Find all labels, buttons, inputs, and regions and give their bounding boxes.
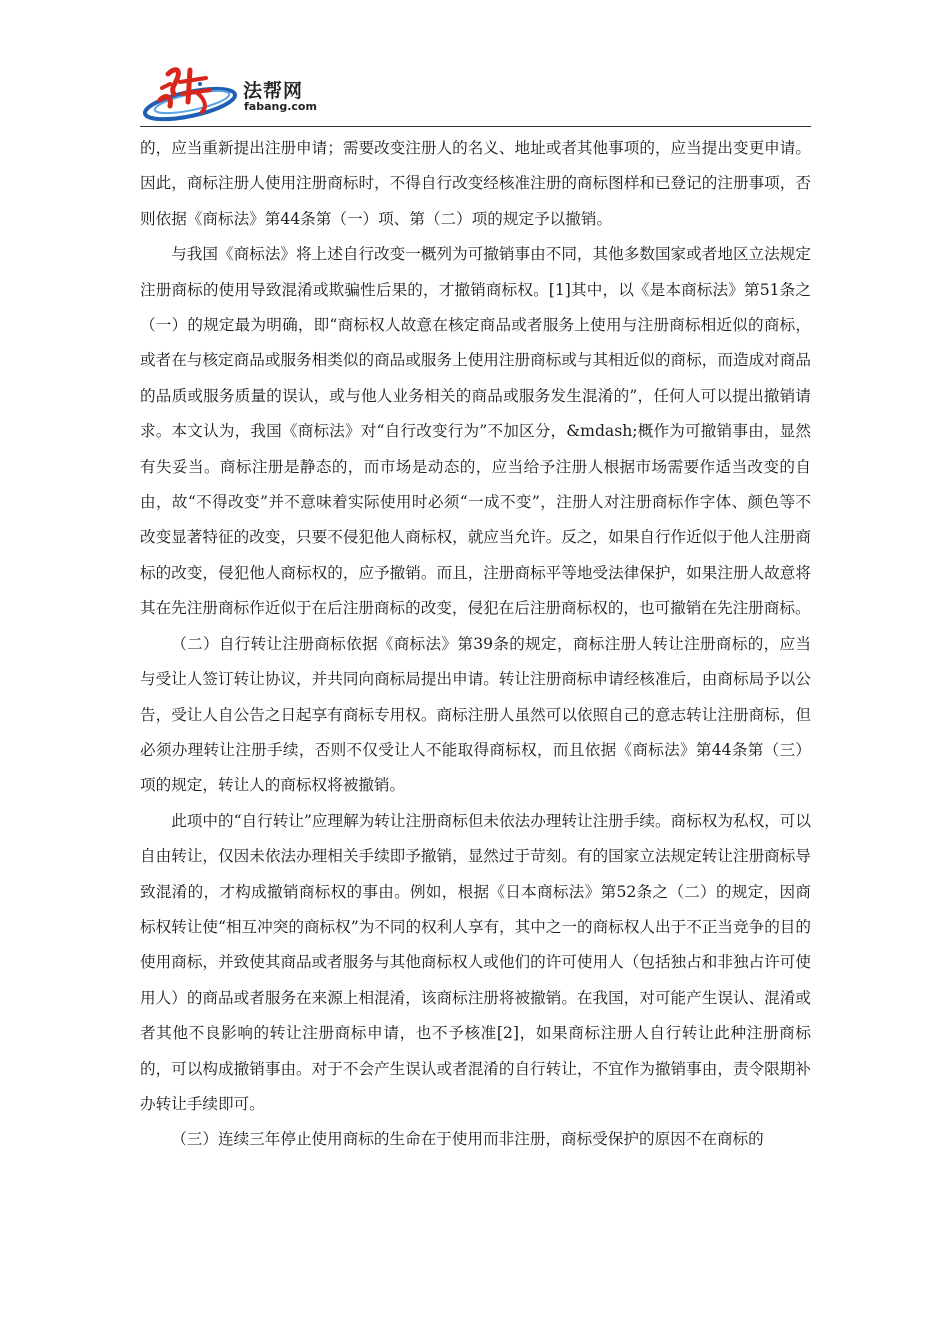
paragraph: 此项中的“自行转让”应理解为转让注册商标但未依法办理转让注册手续。商标权为私权，可以自由转让，仅因未依法办理相关手续即予撤销，显然过于苛刻。有的国家立法规定转让注册商标导致混淆的，才构成撤销商标权的事由。例如，根据《日本商标法》第52条之（二）的规定，因商标权转让使“相互冲突的商标权”为不同的权利人享有，其中之一的商标权人出于不正当竞争的目的使用商标，并致使其商品或者服务与其他商标权人或他们的许可使用人（包括独占和非独占许可使用人）的商品或者服务在来源上相混淆，该商标注册将被撤销。在我国，对可能产生误认、混淆或者其他不良影响的转让注册商标申请，也不予核准[2]，如果商标注册人自行转让此种注册商标的，可以构成撤销事由。对于不会产生误认或者混淆的自行转让，不宜作为撤销事由，责令限期补办转让手续即可。 (140, 811, 811, 1113)
logo-domain: fabang.com (244, 100, 317, 113)
paragraph: 与我国《商标法》将上述自行改变一概列为可撤销事由不同，其他多数国家或者地区立法规定注册商标的使用导致混淆或欺骗性后果的，才撤销商标权。[1]其中，以《是本商标法》第51条之（一）的规定最为明确，即“商标权人故意在核定商品或者服务上使用与注册商标相近似的商标，或者在与核定商品或服务相类似的商品或服务上使用注册商标或与其相近似的商标，而造成对商品的品质或服务质量的误认，或与他人业务相关的商品或服务发生混淆的”，任何人可以提出撤销请求。本文认为，我国《商标法》对“自行改变行为”不加区分，&mdash;概作为可撤销事由，显然有失妥当。商标注册是静态的，而市场是动态的，应当给予注册人根据市场需要作适当改变的自由，故“不得改变”并不意味着实际使用时必须“一成不变”，注册人对注册商标作字体、颜色等不改变显著特征的改变，只要不侵犯他人商标权，就应当允许。反之，如果自行作近似于他人注册商标的改变，侵犯他人商标权的，应予撤销。而且，注册商标平等地受法律保护，如果注册人故意将其在先注册商标作近似于在后注册商标的改变，侵犯在后注册商标权的，也可撤销在先注册商标。 (140, 245, 811, 618)
logo-title: 法帮网 (243, 80, 304, 102)
document-body (140, 131, 811, 1158)
paragraph: 的，应当重新提出注册申请；需要改变注册人的名义、地址或者其他事项的，应当提出变更申请。因此，商标注册人使用注册商标时，不得自行改变经核准注册的商标图样和已登记的注册事项，否则依据《商标法》第44条第（一）项、第（二）项的规定予以撤销。 (140, 139, 811, 228)
page-header (140, 62, 810, 124)
paragraph: （三）连续三年停止使用商标的生命在于使用而非注册，商标受保护的原因不在商标的 (171, 1130, 764, 1149)
header-divider (140, 126, 811, 127)
paragraph: （二）自行转让注册商标依据《商标法》第39条的规定，商标注册人转让注册商标的，应当与受让人签订转让协议，并共同向商标局提出申请。转让注册商标申请经核准后，由商标局予以公告，受让人自公告之日起享有商标专用权。商标注册人虽然可以依照自己的意志转让注册商标，但必须办理转让注册手续，否则不仅受让人不能取得商标权，而且依据《商标法》第44条第（三）项的规定，转让人的商标权将被撤销。 (140, 634, 811, 795)
fabang-logo-icon (140, 62, 240, 124)
